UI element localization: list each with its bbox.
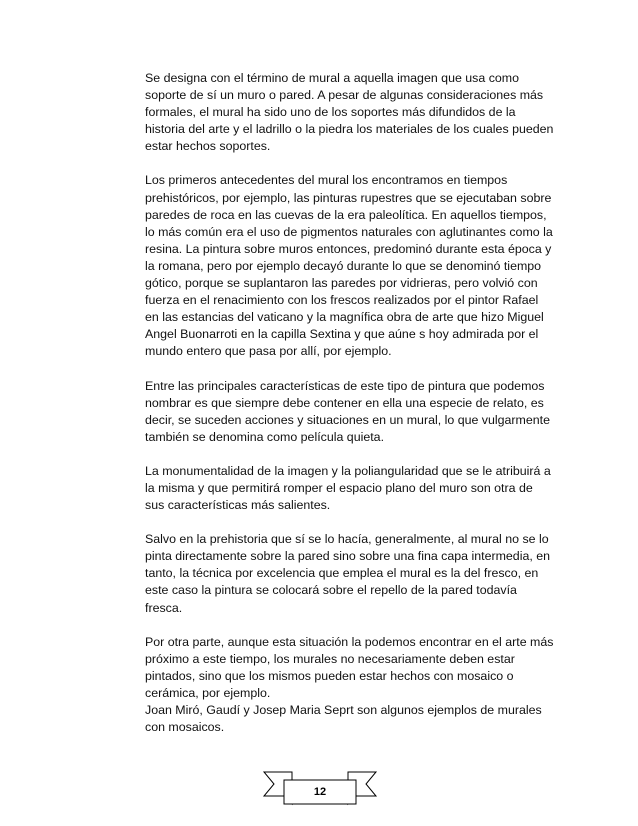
paragraph-mural-history: Los primeros antecedentes del mural los encontramos en tiempos prehistóricos, por ejemplo, las pinturas rupestres que se ejecutaban sobre paredes de roca en las cuevas de la era paleolítica. En aquellos tiempos, lo más común era el uso de pigmentos naturales con aglutinantes como la resina. La pintura sobre muros entonces, predominó durante esta época y la romana, pero por ejemplo decayó durante lo que se denominó tiempo gótico, porque se suplantaron las paredes por vidrieras, pero volvió con fuerza en el renacimiento con los frescos realizados por el pintor Rafael en las estancias del vaticano y la magnífica obra de arte que hizo Miguel Angel Buonarroti en la capilla Sextina y que aúne s hoy admirada por el mundo entero que pasa por allí, por ejemplo. [145,173,553,359]
paragraph-monumentality: La monumentalidad de la imagen y la poliangularidad que se le atribuirá a la misma y que permitirá romper el espacio plano del muro son otra de sus características más salientes. [145,463,551,513]
page-number: 12 [313,786,327,798]
paragraph-mural-characteristics: Entre las principales características de este tipo de pintura que podemos nombrar es que siempre debe contener en ella una especie de relato, es decir, se suceden acciones y situaciones en un mural, lo que vulgarmente también se denomina como película quieta. [145,378,550,444]
paragraph-fresco-technique: Salvo en la prehistoria que sí se lo hacía, generalmente, al mural no se lo pinta directamente sobre la pared sino sobre una fina capa intermedia, en tanto, la técnica por excelencia que emplea el mural es la del fresco, en este caso la pintura se colocará sobre el repello de la pared todavía fresca. [145,532,551,615]
paragraph-mosaic-murals: Por otra parte, aunque esta situación la podemos encontrar en el arte más próximo a este tiempo, los murales no necesariamente deben estar pintados, sino que los mismos pueden estar hechos con mosaico o cerámica, por ejemplo. [145,634,554,700]
paragraph-mosaic-examples: Joan Miró, Gaudí y Josep Maria Seprt son algunos ejemplos de murales con mosaicos. [145,703,542,735]
paragraph-mural-definition: Se designa con el término de mural a aquella imagen que usa como soporte de sí un muro o pared. A pesar de algunas consideraciones más formales, el mural ha sido uno de los soportes más difundidos de la historia del arte y el ladrillo o la piedra los materiales de los cuales pueden estar hechos soportes. [145,71,554,154]
body-text [145,70,555,753]
